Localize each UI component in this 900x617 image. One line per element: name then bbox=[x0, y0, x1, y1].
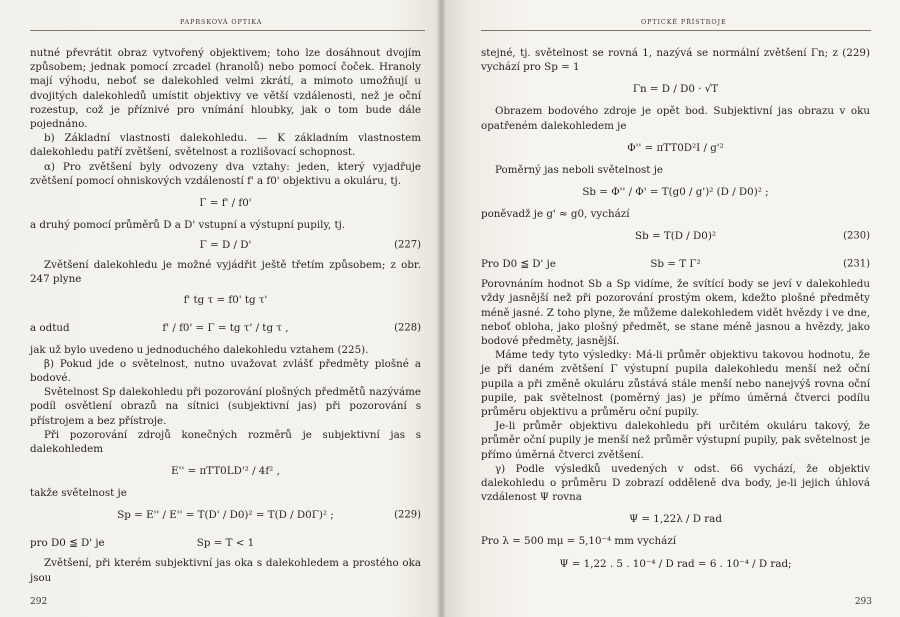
equation: Sp = E'' / E'' = T(D' / D0)² = T(D / D0Γ)² ; (229) bbox=[117, 509, 421, 522]
paragraph: Máme tedy tyto výsledky: Má-li průměr objektivu takovou hodnotu, že je při daném zvětšení Γ výstupní pupila dalekohledu menší než oční pupila a při změně okuláru zůstává stále menší nebo nanejvýš rovna oční pupile, pak světelnost (poměrný jas) je přímo úměrná čtverci podílu průměru objektivu a průměru oční pupily. bbox=[481, 349, 870, 419]
equation-number: (231) bbox=[843, 258, 870, 270]
paragraph: Při pozorování zdrojů konečných rozměrů je subjektivní jas s dalekohledem bbox=[30, 428, 421, 456]
page-number: 292 bbox=[30, 597, 48, 607]
equation: Ψ = 1,22 . 5 . 10⁻⁴ / D rad = 6 . 10⁻⁴ / D rad; bbox=[559, 557, 792, 570]
paragraph: Zvětšení dalekohledu je možné vyjádřit ještě třetím způsobem; z obr. 247 plyne bbox=[30, 259, 421, 286]
equation: Ψ = 1,22λ / D rad bbox=[629, 513, 722, 526]
page-number: 293 bbox=[854, 597, 872, 607]
equation: pro D0 ≦ D' je Sp = T < 1 bbox=[30, 537, 255, 550]
equation-label: a odtud bbox=[30, 321, 70, 334]
equation-number: (229) bbox=[394, 509, 421, 521]
equation-number: (228) bbox=[394, 322, 421, 334]
paragraph: stejné, tj. světelnost se rovná 1, nazývá se normální zvětšení Γn; z (229) vychází pro Sp = 1 bbox=[481, 47, 870, 74]
paragraph: poněvadž je g' ≈ g0, vychází bbox=[481, 208, 630, 221]
equation-label: pro D0 ≦ D' je bbox=[30, 537, 105, 550]
equation-label: Pro D0 ≦ D' je bbox=[481, 258, 556, 271]
right-page bbox=[441, 0, 900, 617]
paragraph: γ) Podle výsledků uvedených v odst. 66 vychází, že objektiv dalekohledu o průměru D zobrazí odděleně dva body, je-li jejich úhlová vzdálenost Ψ rovna bbox=[481, 462, 870, 504]
equation: E'' = πTT0LD'² / 4f² , bbox=[171, 465, 280, 478]
equation: Φ'' = πTT0D²I / g'² bbox=[627, 141, 724, 154]
paragraph: a druhý pomocí průměrů D a D' vstupní a výstupní pupily, tj. bbox=[30, 219, 346, 232]
paragraph: takže světelnost je bbox=[30, 487, 127, 500]
book-gutter bbox=[436, 0, 446, 617]
paragraph: β) Pokud jde o světelnost, nutno uvažovat zvlášť předměty plošné a bodové. bbox=[30, 357, 421, 385]
paragraph: Světelnost Sp dalekohledu při pozorování plošných předmětů nazýváme podíl osvětlení obrazů na sítnici (subjektivní jas) při pozorování s přístrojem a bez přístroje. bbox=[30, 386, 421, 427]
equation-number: (227) bbox=[394, 239, 421, 251]
equation: Sb = T(D / D0)² (230) bbox=[635, 230, 870, 243]
paragraph: jak už bylo uvedeno u jednoduchého dalekohledu vztahem (225). bbox=[30, 343, 369, 356]
paragraph: Je-li průměr objektivu dalekohledu při určitém okuláru takový, že průměr oční pupily je menší než průměr výstupní pupily, pak světelnost je přímo úměrná čtverci zvětšení. bbox=[481, 420, 870, 461]
equation: Γn = D / D0 · √T bbox=[632, 83, 719, 96]
equation: a odtud f' / f0' = Γ = tg τ' / tg τ , (228) bbox=[30, 321, 421, 334]
left-page bbox=[0, 0, 441, 617]
equation-number: (230) bbox=[843, 230, 870, 242]
paragraph: Pro λ = 500 mμ = 5,10⁻⁴ mm vychází bbox=[481, 535, 677, 548]
equation: Γ = f' / f0' bbox=[199, 197, 252, 210]
paragraph: Porovnáním hodnot Sb a Sp vidíme, že svítící body se jeví v dalekohledu vždy jasnější než při pozorování prostým okem, kdežto plošné předměty méně jasné. Z toho plyne, že můžeme dalekohledem vidět hvězdy i ve dne, neboť obloha, jako plošný předmět, se stane méně jasnou a hvězdy, jako bodové předměty, jasnější. bbox=[481, 278, 870, 348]
paragraph: Zvětšení, při kterém subjektivní jas oka s dalekohledem a prostého oka jsou bbox=[30, 557, 421, 584]
equation: f' tg τ = f0' tg τ' bbox=[183, 293, 268, 306]
equation: Γ = D / D' (227) bbox=[199, 239, 421, 252]
running-head: PAPRSKOVÁ OPTIKA bbox=[180, 18, 263, 26]
paragraph: Poměrný jas neboli světelnost je bbox=[495, 163, 664, 176]
paragraph: Obrazem bodového zdroje je opět bod. Subjektivní jas obrazu v oku opatřeném dalekohledem je bbox=[481, 105, 870, 132]
equation: Pro D0 ≦ D' je Sb = T Γ² (231) bbox=[481, 258, 870, 271]
running-head: OPTICKÉ PŘÍSTROJE bbox=[641, 18, 727, 26]
header-rule bbox=[481, 30, 871, 31]
equation: Sb = Φ'' / Φ' = T(g0 / g')² (D / D0)² ; bbox=[582, 186, 769, 199]
paragraph: nutné převrátit obraz vytvořený objektivem; toho lze dosáhnout dvojím způsobem; jednak pomocí zrcadel (hranolů) nebo pomocí čoček. Hranoly mají výhodu, neboť se dalekohled velmi zkrátí, a mimoto umožňují u dvojitých dalekohledů umístit objektivy ve větší vzdálenosti, než je oční rozestup, což je příznivé pro vnímání hloubky, jak o tom bude dále pojednáno. bbox=[30, 47, 421, 131]
paragraph: α) Pro zvětšení byly odvozeny dva vztahy: jeden, který vyjadřuje zvětšení pomocí ohniskových vzdáleností f' a f0' objektivu a okuláru, tj. bbox=[30, 160, 421, 187]
header-rule bbox=[30, 30, 425, 31]
section-heading: b) Základní vlastnosti dalekohledu. — K základním vlastnostem dalekohledu patří zvětšení, světelnost a rozlišovací schopnost. bbox=[30, 132, 421, 159]
